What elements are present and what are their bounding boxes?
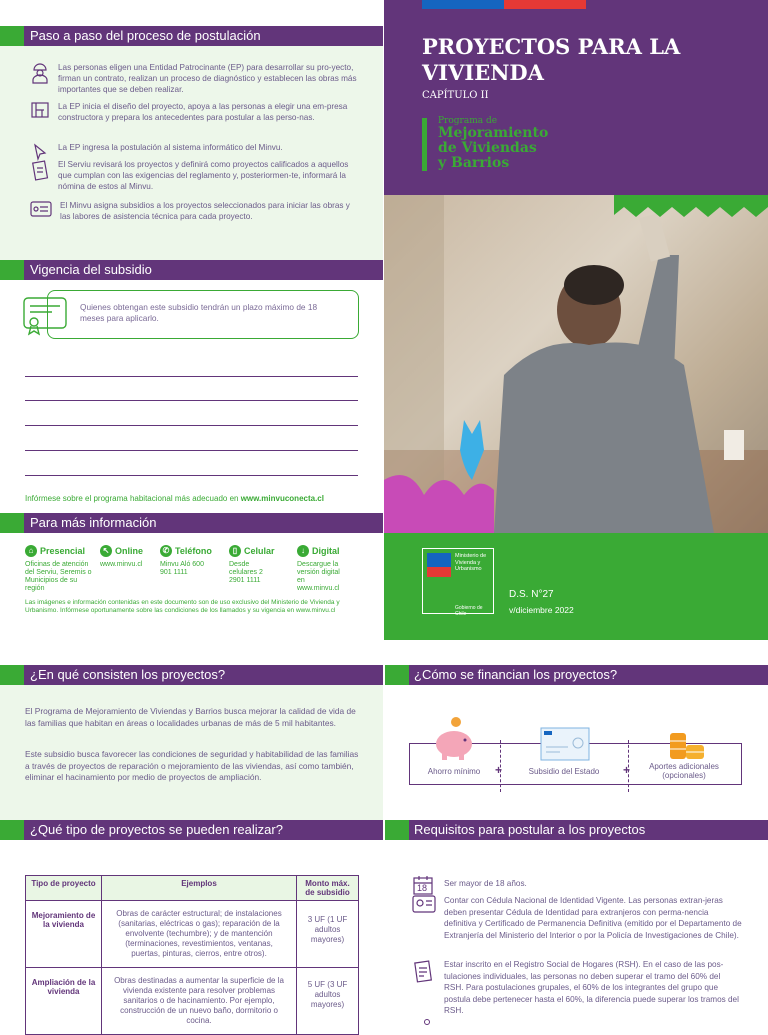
channel-label: Celular xyxy=(244,546,275,556)
cover-title xyxy=(422,34,680,86)
write-line xyxy=(25,425,358,426)
steps-section-header xyxy=(0,26,383,46)
channel-presencial xyxy=(25,545,93,593)
plus-sign: + xyxy=(495,763,503,777)
flag-stripe xyxy=(422,0,504,9)
certificate-icon xyxy=(30,200,52,220)
checklist-icon xyxy=(30,159,50,179)
download-icon: ↓ xyxy=(297,545,309,557)
phone-icon: ✆ xyxy=(160,545,172,557)
table-header: Tipo de proyecto xyxy=(26,876,102,901)
channel-text: Oficinas de atención del Serviu, Seremis o Municipios de su región xyxy=(25,561,92,592)
coins-icon xyxy=(664,731,708,766)
table-row xyxy=(26,901,359,968)
channel-label: Presencial xyxy=(40,546,86,556)
validity-text: Quienes obtengan este subsidio tendrán un plazo máximo de 18 meses para aplicarlo. xyxy=(80,302,318,323)
flag-stripe xyxy=(504,0,586,9)
write-line xyxy=(25,450,358,451)
steps-title: Paso a paso del proceso de postulación xyxy=(30,28,261,43)
step-item-1 xyxy=(30,62,360,95)
step-text-2: La EP inicia el diseño del proyecto, apoya a las personas a elegir una em-presa constructora y prepara los antecedentes para postular a las perso-nas. xyxy=(58,102,348,122)
piggy-bank-icon xyxy=(432,716,478,767)
chapter-label: CAPÍTULO II xyxy=(422,90,489,101)
zigzag-decoration xyxy=(384,195,768,225)
cover-title-line: VIVIENDA xyxy=(422,60,544,85)
requirements-title: Requisitos para postular a los proyectos xyxy=(414,822,646,837)
inform-note xyxy=(25,494,324,503)
disclaimer: Las imágenes e información contenidas en este documento son de uso exclusivo del Ministerio de Vivienda y Urbanismo. Infórmese oportunamente sobre las condiciones de los llamados y su vigencia en www.minvu.cl xyxy=(25,599,340,614)
requirement-item-2 xyxy=(412,895,742,941)
channel-digital xyxy=(297,545,361,593)
what-section-header xyxy=(0,665,383,685)
validity-box xyxy=(47,290,359,339)
cover-photo xyxy=(384,195,768,533)
more-info-title: Para más información xyxy=(30,515,157,530)
table-cell-examples: Obras destinadas a aumentar la superficie de la vivienda existente para resolver problemas sanitarios o de hacinamiento. Por ejemplo, construcción de un nuevo baño, dormitorio o cocina. xyxy=(102,968,297,1035)
step-text-1: Las personas eligen una Entidad Patrocinante (EP) para desarrollar su pro-yecto, firman un contrato, realizan un proceso de diagnóstico y establecen las obras más importantes que se deben realizar. xyxy=(58,63,357,94)
finance-tab xyxy=(385,665,409,685)
channel-label: Digital xyxy=(312,546,340,556)
logo-text: Ministerio de Vivienda y Urbanismo xyxy=(455,553,487,572)
decree-number: D.S. N°27 xyxy=(509,589,554,600)
tulip-decoration xyxy=(384,420,494,533)
finance-item-label: Ahorro mínimo xyxy=(427,767,481,776)
calendar-day: 18 xyxy=(417,883,428,893)
program-name: y Barrios xyxy=(438,155,510,171)
worker-icon xyxy=(30,62,50,82)
requirement-item-3 xyxy=(412,959,742,1017)
step-text-3: La EP ingresa la postulación al sistema informático del Minvu. xyxy=(58,143,283,152)
mobile-icon: ▯ xyxy=(229,545,241,557)
table-cell-type: Mejoramiento de la vivienda xyxy=(26,901,102,968)
requirements-tab xyxy=(385,820,409,840)
project-types-table xyxy=(25,875,359,1035)
write-line xyxy=(25,376,358,377)
table-header-row xyxy=(26,876,359,901)
finance-item-label: Aportes adicionales (opcionales) xyxy=(649,762,719,780)
finance-section-header xyxy=(409,665,768,685)
version-date: v/diciembre 2022 xyxy=(509,605,574,615)
types-title: ¿Qué tipo de proyectos se pueden realizar? xyxy=(30,822,283,837)
what-paragraph-1: El Programa de Mejoramiento de Viviendas y Barrios busca mejorar la calidad de vida de las familias que habitan en áreas o localidades urbanas de más de 5 mil habitantes. xyxy=(25,706,356,728)
channel-label: Teléfono xyxy=(175,546,212,556)
program-name: Mejoramiento xyxy=(438,125,549,141)
table-cell-amount: 3 UF (1 UF adultos mayores) xyxy=(297,901,359,968)
what-paragraph-2: Este subsidio busca favorecer las condiciones de seguridad y habitabilidad de las familias a través de proyectos de reparación o mejoramiento de las viviendas, así como también, eliminar el hacinamiento por medio de proyectos de ampliación. xyxy=(25,749,359,782)
channel-online xyxy=(100,545,158,569)
write-line xyxy=(25,475,358,476)
validity-section-header xyxy=(0,260,383,280)
channel-text: Descargue la versión digital en www.minvu.cl xyxy=(297,561,340,592)
check-document-icon xyxy=(540,727,590,766)
step-item-4 xyxy=(30,159,360,192)
partial-icon xyxy=(424,1019,430,1025)
step-text-5: El Minvu asigna subsidios a los proyectos seleccionados para iniciar las obras y las labores de asistencia técnica para cada proyecto. xyxy=(60,201,350,221)
step-text-4: El Serviu revisará los proyectos y definirá como proyectos calificados a aquellos que cumplan con las exigencias del reglamento y, posteriormen-te, informará la nómina de estos al Minvu. xyxy=(58,160,349,191)
requirement-text-3: Estar inscrito en el Registro Social de Hogares (RSH). En el caso de las pos-tulaciones individuales, las personas no deben superar el tramo del 60% del RSH. Para postulaciones grupales, el 60% de los integrantes del grupo que postula debe pertenecer hasta el 60%, la diferencia puede superar los tramos del RSH. xyxy=(444,960,739,1015)
channel-celular xyxy=(229,545,289,585)
channel-label: Online xyxy=(115,546,144,556)
inform-prefix: Infórmese sobre el programa habitacional más adecuado en xyxy=(25,494,241,503)
requirement-item-1 xyxy=(412,874,742,896)
write-line xyxy=(25,400,358,401)
cover-title-line: PROYECTOS PARA LA xyxy=(422,34,681,59)
finance-title: ¿Cómo se financian los proyectos? xyxy=(414,667,618,682)
plus-sign: + xyxy=(623,763,631,777)
table-row xyxy=(26,968,359,1035)
validity-title: Vigencia del subsidio xyxy=(30,262,152,277)
id-card-icon xyxy=(412,895,436,917)
step-item-2 xyxy=(30,101,360,123)
minvu-logo xyxy=(422,548,494,617)
what-title: ¿En qué consisten los proyectos? xyxy=(30,667,226,682)
channel-telefono xyxy=(160,545,222,577)
program-label: Programa de xyxy=(438,116,498,126)
channel-text: Minvu Aló 600 901 1111 xyxy=(160,561,204,576)
channel-text: Desde celulares 2 2901 1111 xyxy=(229,561,263,584)
more-info-section-header xyxy=(0,513,383,533)
table-header: Monto máx. de subsidio xyxy=(297,876,359,901)
inform-link[interactable]: www.minvuconecta.cl xyxy=(240,494,324,503)
requirement-text-1: Ser mayor de 18 años. xyxy=(444,879,527,888)
blueprint-icon xyxy=(30,101,50,121)
requirements-section-header xyxy=(409,820,768,840)
calendar-icon xyxy=(412,874,436,896)
requirement-text-2: Contar con Cédula Nacional de Identidad Vigente. Las personas extran-jeras deben presentar Cédula de Identidad para extranjeros con perma-nencia definitiva y Certificado de Permanencia Definitiva (emitido por el Departamento de Extranjería del Ministerio del Interior o por la Policía de Investigaciones de Chile). xyxy=(444,896,742,940)
table-cell-amount: 5 UF (3 UF adultos mayores) xyxy=(297,968,359,1035)
pointer-icon: ↖ xyxy=(100,545,112,557)
types-section-header xyxy=(0,820,383,840)
register-icon xyxy=(412,959,436,981)
table-header: Ejemplos xyxy=(102,876,297,901)
program-name: de Viviendas xyxy=(438,140,537,156)
logo-subtext: Gobierno de Chile xyxy=(455,605,483,617)
home-icon: ⌂ xyxy=(25,545,37,557)
channel-text[interactable]: www.minvu.cl xyxy=(100,561,143,568)
program-block xyxy=(438,116,548,171)
table-cell-examples: Obras de carácter estructural; de instalaciones (sanitarias, eléctricas o gas); reparación de la envolvente (techumbre); y de mantención (terminaciones, revestimientos, ventanas, puertas, pinturas, cierros, entre otros). xyxy=(102,901,297,968)
table-cell-type: Ampliación de la vivienda xyxy=(26,968,102,1035)
program-bar xyxy=(422,118,427,171)
finance-item-label: Subsidio del Estado xyxy=(528,767,600,776)
step-item-5 xyxy=(30,200,360,222)
